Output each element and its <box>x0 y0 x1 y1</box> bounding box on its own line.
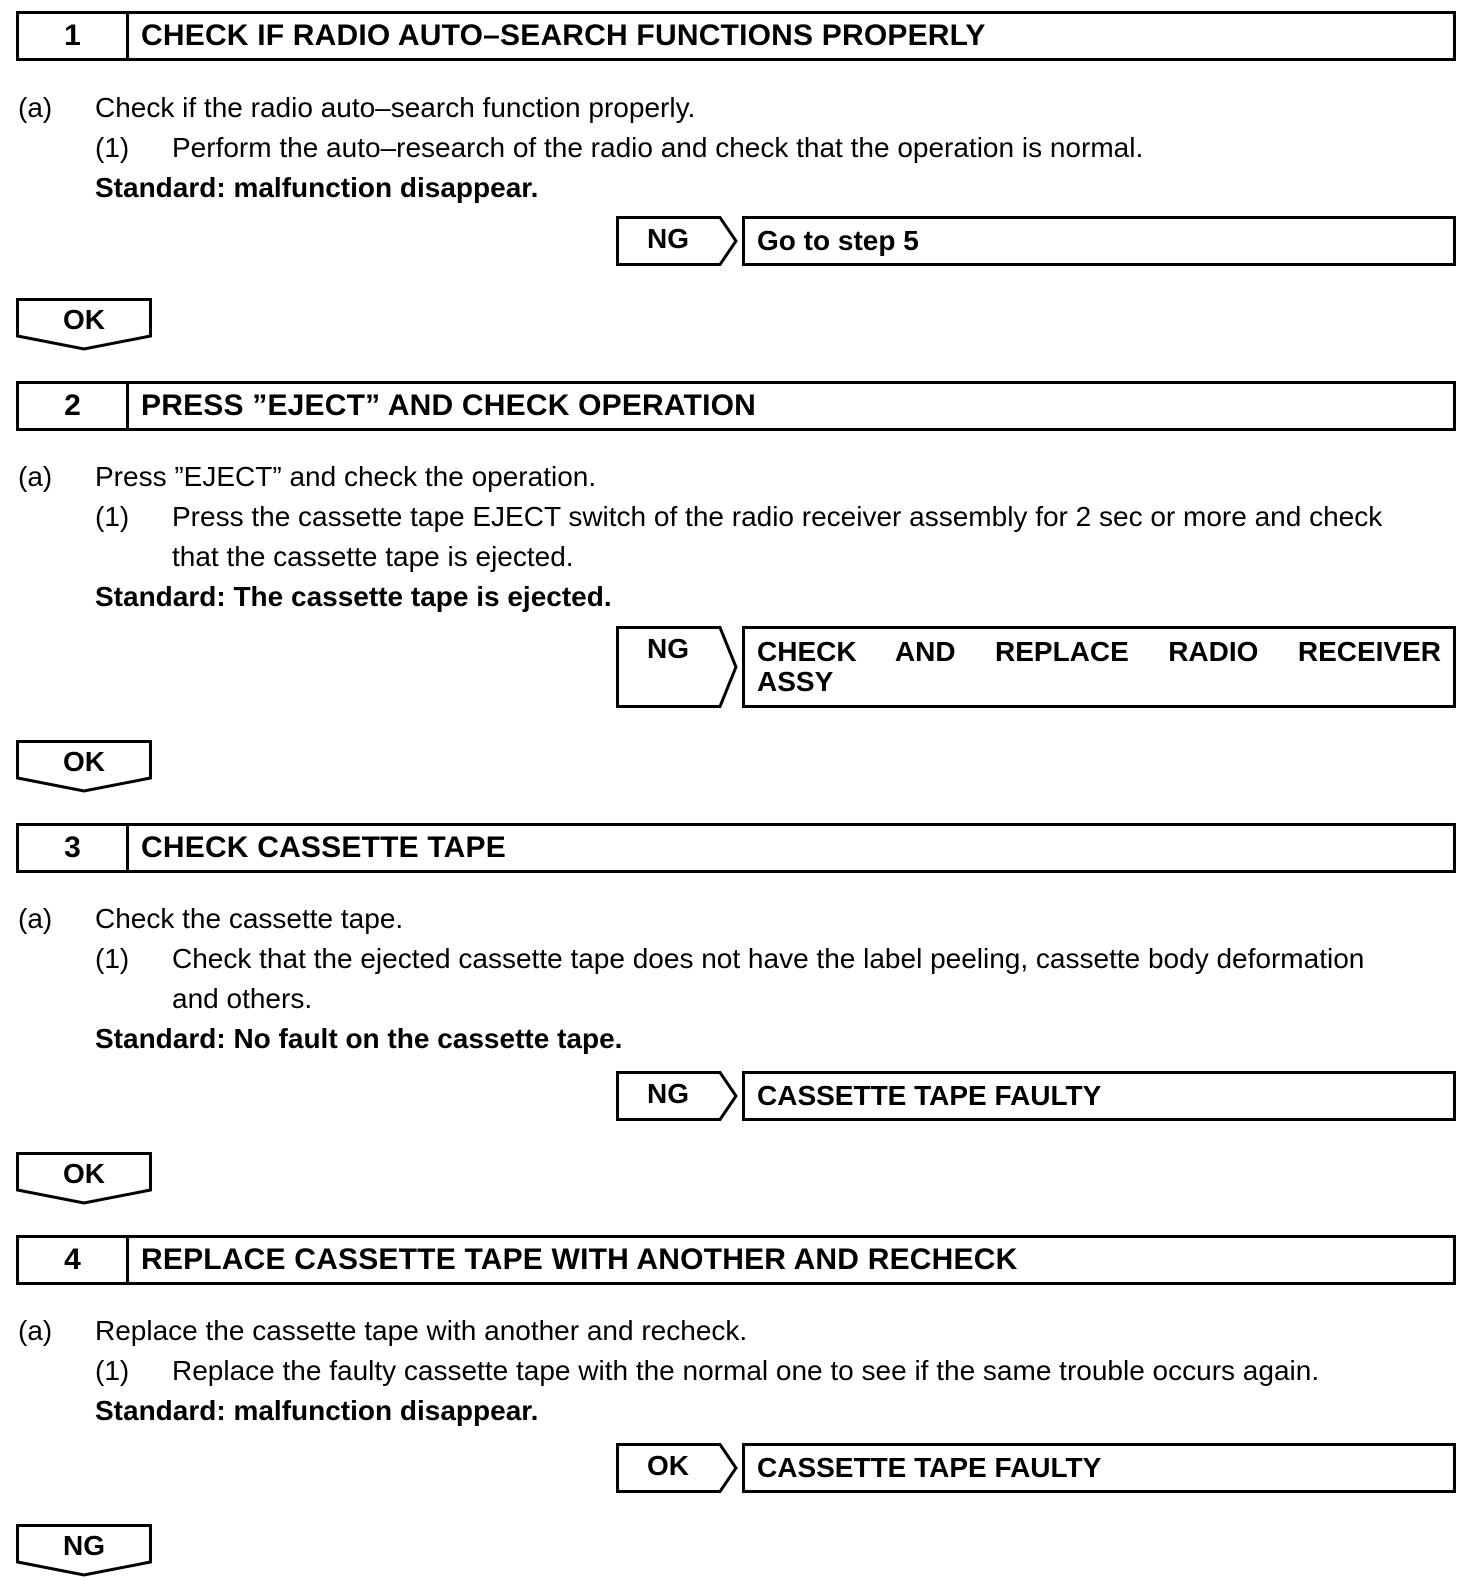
step-4-header <box>16 1235 1456 1285</box>
sub-item-marker: (1) <box>95 943 130 974</box>
result-label: NG <box>647 1078 689 1109</box>
step-title: CHECK IF RADIO AUTO–SEARCH FUNCTIONS PROPERLY <box>141 19 986 52</box>
sub-item-text: Perform the auto–research of the radio and check that the operation is normal. <box>172 132 1144 163</box>
sub-item-marker: (1) <box>95 1355 130 1386</box>
result-action-text: ASSY <box>757 666 834 697</box>
sub-item-text: that the cassette tape is ejected. <box>172 541 574 572</box>
item-marker: (a) <box>18 92 53 123</box>
item-marker: (a) <box>18 1315 53 1346</box>
step-number: 1 <box>19 14 129 58</box>
standard-text: Standard: No fault on the cassette tape. <box>95 1023 623 1054</box>
item-marker: (a) <box>18 903 53 934</box>
step-number: 2 <box>19 384 129 428</box>
result-action-box <box>742 1443 1456 1493</box>
flow-label: OK <box>63 746 105 777</box>
flow-label: OK <box>63 1158 105 1189</box>
step-number: 3 <box>19 826 129 870</box>
item-marker: (a) <box>18 461 53 492</box>
ok-result-tag <box>616 1443 736 1493</box>
ng-result-tag <box>616 1071 736 1121</box>
result-action-text: CASSETTE TAPE FAULTY <box>757 1452 1102 1483</box>
item-text: Check if the radio auto–search function properly. <box>95 92 696 123</box>
result-label: NG <box>647 223 689 254</box>
ok-flow-tag <box>16 740 152 794</box>
sub-item-marker: (1) <box>95 132 130 163</box>
result-action-text: CHECK AND REPLACE RADIO RECEIVER <box>757 636 1441 667</box>
flow-label: OK <box>63 304 105 335</box>
result-action-box <box>742 626 1456 708</box>
step-title: CHECK CASSETTE TAPE <box>141 831 506 864</box>
ng-flow-tag <box>16 1524 152 1578</box>
result-label: NG <box>647 633 689 664</box>
ng-result-tag <box>616 216 736 266</box>
flow-label: NG <box>63 1530 105 1561</box>
ng-result-tag <box>616 626 736 708</box>
step-1-header <box>16 11 1456 61</box>
result-action-text: CASSETTE TAPE FAULTY <box>757 1080 1102 1111</box>
step-2-header <box>16 381 1456 431</box>
ok-flow-tag <box>16 1152 152 1206</box>
standard-text: Standard: malfunction disappear. <box>95 172 539 203</box>
item-text: Check the cassette tape. <box>95 903 404 934</box>
result-action-text: Go to step 5 <box>757 225 919 256</box>
result-action-box <box>742 216 1456 266</box>
sub-item-text: Check that the ejected cassette tape does not have the label peeling, cassette body deformation <box>172 943 1365 974</box>
sub-item-text: and others. <box>172 983 313 1014</box>
step-title: REPLACE CASSETTE TAPE WITH ANOTHER AND RECHECK <box>141 1243 1018 1276</box>
item-text: Press ”EJECT” and check the operation. <box>95 461 597 492</box>
result-action-box <box>742 1071 1456 1121</box>
standard-text: Standard: malfunction disappear. <box>95 1395 539 1426</box>
ok-flow-tag <box>16 298 152 352</box>
step-title: PRESS ”EJECT” AND CHECK OPERATION <box>141 389 757 422</box>
result-label: OK <box>647 1450 689 1481</box>
step-number: 4 <box>19 1238 129 1282</box>
sub-item-marker: (1) <box>95 501 130 532</box>
step-3-header <box>16 823 1456 873</box>
sub-item-text: Replace the faulty cassette tape with the normal one to see if the same trouble occurs again. <box>172 1355 1320 1386</box>
sub-item-text: Press the cassette tape EJECT switch of the radio receiver assembly for 2 sec or more and check <box>172 501 1383 532</box>
item-text: Replace the cassette tape with another and recheck. <box>95 1315 748 1346</box>
standard-text: Standard: The cassette tape is ejected. <box>95 581 612 612</box>
